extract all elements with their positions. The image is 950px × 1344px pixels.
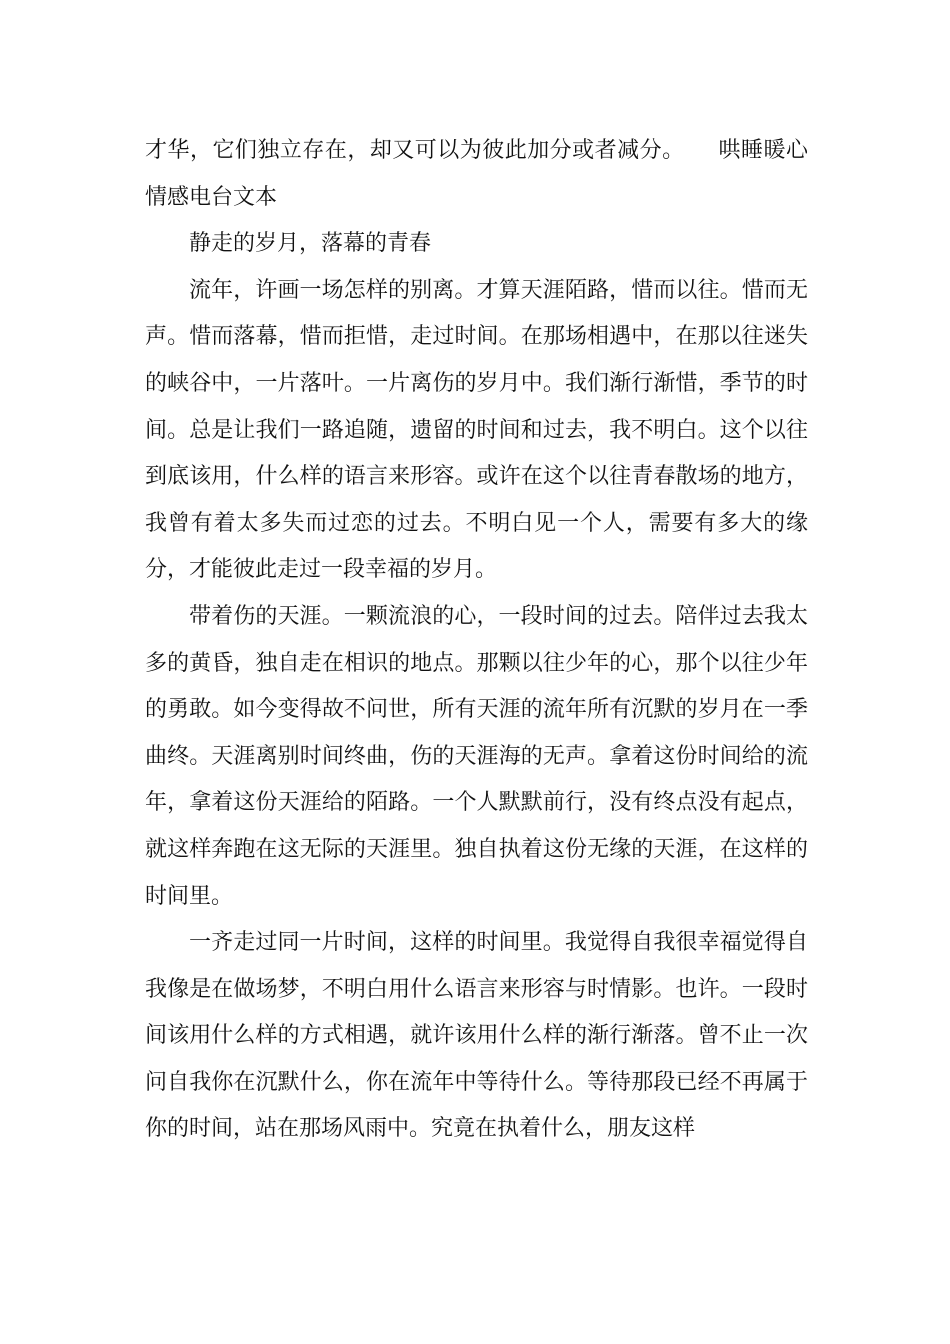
paragraph-3: 一齐走过同一片时间，这样的时间里。我觉得自我很幸福觉得自我像是在做场梦，不明白用什么语言来形容与时情影。也许。一段时间该用什么样的方式相遇，就许该用什么样的渐行渐落。曾不止一次问自我你在沉默什么，你在流年中等待什么。等待那段已经不再属于你的时间，站在那场风雨中。究竟在执着什么，朋友这样	[145, 930, 808, 1142]
intro-text: 才华，它们独立存在，却又可以为彼此加分或者减分。 哄睡暖心情感电台文本	[145, 138, 808, 210]
document-body	[145, 128, 808, 1153]
paragraph-2: 带着伤的天涯。一颗流浪的心，一段时间的过去。陪伴过去我太多的黄昏，独自走在相识的地点。那颗以往少年的心，那个以往少年的勇敢。如今变得故不问世，所有天涯的流年所有沉默的岁月在一季曲终。天涯离别时间终曲，伤的天涯海的无声。拿着这份时间给的流年，拿着这份天涯给的陌路。一个人默默前行，没有终点没有起点，就这样奔跑在这无际的天涯里。独自执着这份无缘的天涯，在这样的时间里。	[145, 603, 808, 909]
section-title: 静走的岁月，落幕的青春	[189, 231, 432, 257]
paragraph-1: 流年，许画一场怎样的别离。才算天涯陌路，惜而以往。惜而无声。惜而落幕，惜而拒惜，走过时间。在那场相遇中，在那以往迷失的峡谷中，一片落叶。一片离伤的岁月中。我们渐行渐惜，季节的时间。总是让我们一路追随，遗留的时间和过去，我不明白。这个以往到底该用，什么样的语言来形容。或许在这个以往青春散场的地方，我曾有着太多失而过恋的过去。不明白见一个人，需要有多大的缘分，才能彼此走过一段幸福的岁月。	[145, 277, 808, 583]
